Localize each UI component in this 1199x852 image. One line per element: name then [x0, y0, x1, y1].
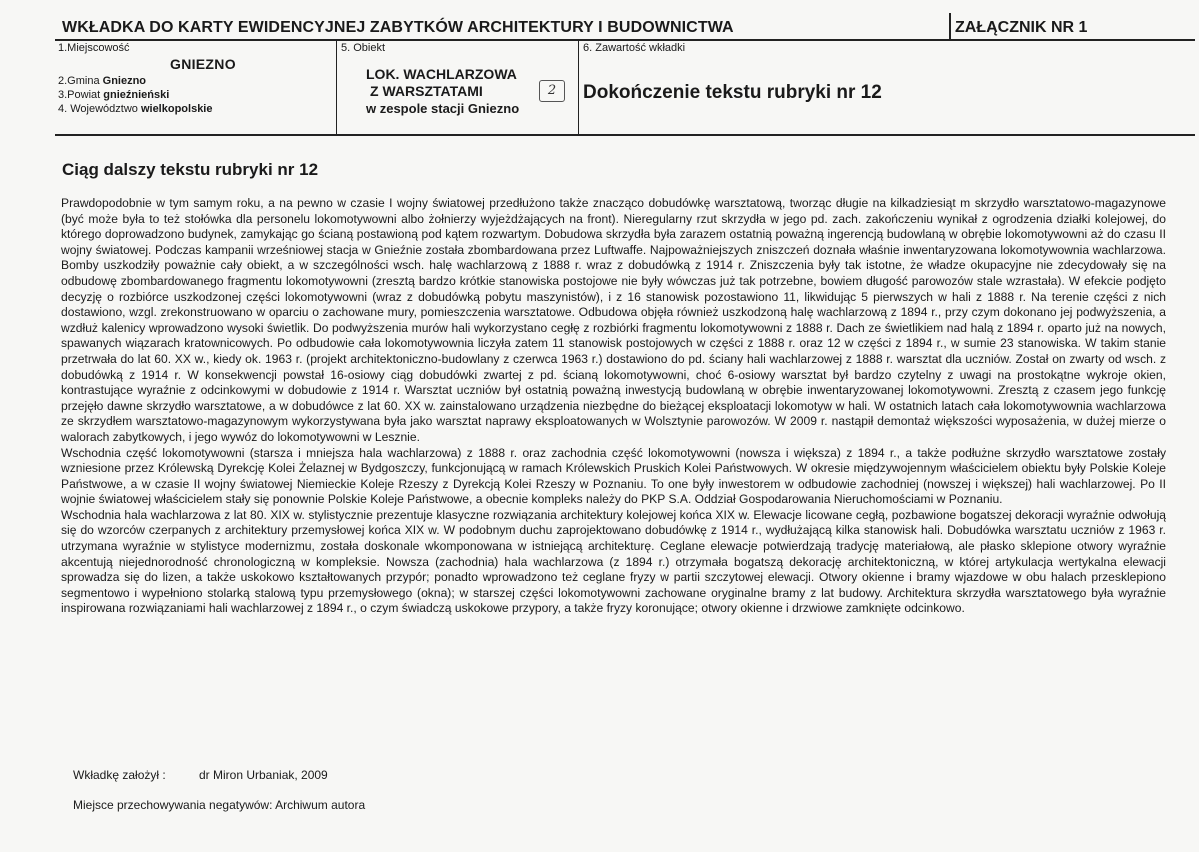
powiat-value: gnieźnieński — [103, 89, 170, 101]
object-name-line-2: Z WARSZTATAMI — [370, 83, 483, 99]
wojewodztwo-label: 4. Województwo — [58, 103, 141, 115]
body-text — [61, 196, 1166, 617]
author-value: dr Miron Urbaniak, 2009 — [199, 768, 328, 782]
paragraph: Prawdopodobnie w tym samym roku, a na pewno w czasie I wojny światowej przedłużono także znacząco dobudówkę warsztatową, tworząc długie na kilkadziesiąt m skrzydło warsztatowo-magazynowe (być może była to też stołówka dla personelu lokomotywowni albo żołnierzy wyjeżdżających na front). Nieregularny rzut skrzydła w jego pd. zach. zakończeniu wynikał z ogrodzenia działki kolejowej, do którego doprowadzono budynek, zamykając go ścianą postawioną pod kątem rozwartym. Dobudowa skrzydła była zarazem ostatnią poważną ingerencją budowlaną w obrębie lokomotywowni aż do czasu II wojny światowej. Podczas kampanii wrześniowej stacja w Gnieźnie została zbombardowana przez Luftwaffe. Najpoważniejszych zniszczeń doznała właśnie inwentaryzowana lokomotywownia wachlarzowa. Bomby uszkodziły poważnie cały obiekt, a w szczególności wsch. halę wachlarzową z 1888 r. wraz z dobudówką z 1914 r. Zniszczenia były tak istotne, że władze okupacyjne nie zdecydowały się na odbudowę zbombardowanego fragmentu lokomotywowni (zresztą bardzo krótkie stanowiska postojowe nie były wówczas już tak potrzebne, bowiem długość parowozów stale wzrastała). W efekcie podjęto decyzję o rozbiórce uszkodzonej części lokomotywowni (wraz z dobudówką pobytu maszynistów), i z 16 stanowisk pozostawiono 11, likwidując 5 pierwszych w hali z 1888 r. Na terenie części z nich dostawiono, wzgl. zrekonstruowano w oparciu o zachowane mury, pomieszczenia warsztatowe. Odbudowa objęła również uszkodzoną halę wachlarzową z 1894 r., przy czym dokonano jej podwyższenia, a wzdłuż kalenicy wprowadzono wysoki świetlik. Do podwyższenia murów hali wykorzystano cegłę z rozbiórki fragmentu lokomotywowni z 1888 r. Dach ze świetlikiem nad halą z 1894 r. oparto już na nowych, spawanych wiązarach kratownicowych. Po odbudowie cała lokomotywownia liczyła zatem 11 stanowisk postojowych w części z 1888 r. oraz 12 w części z 1894 r., w sumie 23 stanowiska. W takim stanie przetrwała do lat 60. XX w., kiedy ok. 1963 r. (projekt architektoniczno-budowlany z czerwca 1963 r.) dostawiono do pd. ściany hali wachlarzowej z 1888 r. warsztat dla uczniów. Został on zwarty od wsch. z dobudówką z 1914 r. W konsekwencji powstał 16-osiowy ciąg dobudówki zwartej z pd. ścianą lokomotywowni, choć 6-osiowy warsztat był bardzo czytelny z uwagi na prostokątne wykroje okien, kontrastujące wyraźnie z odcinkowymi w dobudowie z 1914 r. Warsztat uczniów był ostatnią poważną inwestycją budowlaną w obrębie inwentaryzowanej lokomotywowni. Zresztą z czasem jego funkcję przejęło dawne skrzydło warsztatowe, a w dobudówce z lat 60. XX w. zainstalowano urządzenia niezbędne do bieżącej eksploatacji lokomotyw w hali. W ostatnich latach cała lokomotywownia wachlarzowa ze skrzydłem warsztatowo-magazynowym wykorzystywana była jako warsztat naprawy eksploatowanych w Wolsztynie parowozów. W 2009 r. nastąpił demontaż większości wyposażenia, w dużej mierze o walorach zabytkowych, i jego wywóz do lokomotywowni w Lesznie. — [61, 196, 1166, 444]
content-label: 6. Zawartość wkładki — [583, 42, 686, 54]
content-title: Dokończenie tekstu rubryki nr 12 — [583, 82, 882, 103]
handwritten-number: 2 — [539, 80, 565, 102]
object-context: w zespole stacji Gniezno — [366, 101, 520, 116]
wojewodztwo-line — [58, 103, 212, 115]
powiat-line — [58, 89, 169, 101]
powiat-label: 3.Powiat — [58, 89, 104, 101]
header-divider — [949, 13, 951, 41]
negatives-location: Miejsce przechowywania negatywów: Archiwum autora — [73, 798, 366, 812]
gmina-label: 2.Gmina — [58, 75, 103, 87]
cell-divider-1 — [336, 40, 337, 135]
cells-bottom-rule — [55, 134, 1195, 136]
header-rule — [55, 39, 1195, 41]
object-label: 5. Obiekt — [341, 42, 386, 54]
section-title: Ciąg dalszy tekstu rubryki nr 12 — [62, 160, 319, 179]
annex-label: ZAŁĄCZNIK NR 1 — [955, 19, 1088, 36]
author-label: Wkładkę założył : — [73, 768, 166, 782]
form-title: WKŁADKA DO KARTY EWIDENCYJNEJ ZABYTKÓW ARCHITEKTURY I BUDOWNICTWA — [62, 19, 734, 36]
location-label: 1.Miejscowość — [58, 42, 130, 54]
object-name-line-1: LOK. WACHLARZOWA — [366, 66, 517, 82]
wojewodztwo-value: wielkopolskie — [140, 103, 213, 115]
gmina-value: Gniezno — [102, 75, 147, 87]
town-name: GNIEZNO — [170, 56, 236, 72]
paragraph: Wschodnia hala wachlarzowa z lat 80. XIX w. stylistycznie prezentuje klasyczne rozwiązania architektury kolejowej końca XIX w. Elewacje licowane cegłą, pozbawione bogatszej dekoracji wyraźnie odwołują się do wzorców czerpanych z architektury przemysłowej końca XIX w. W podobnym duchu zaprojektowano dobudówkę z 1914 r., wydłużającą kilka stanowisk hali. Dobudówka warsztatu uczniów z 1963 r. utrzymana wyraźnie w stylistyce modernizmu, została doskonale wkomponowana w istniejącą architekturę. Ceglane elewacje potwierdzają tradycję materiałową, ale płasko sklepione otwory wyraźnie akcentują niejednorodność chronologiczną w kompleksie. Nowsza (zachodnia) hala wachlarzowa (z 1894 r.) otrzymała bogatszą dekorację architektoniczną, w której artykulacja wertykalna elewacji sprowadza się do lizen, a także uskokowo kształtowanych przypór; ponadto wprowadzono też ceglane fryzy w partii szczytowej elewacji. Otwory okienne i bramy wjazdowe w obu halach przesklepiono segmentowo i wypełniono stolarką stalową typu przemysłowego (okna); w starszej części lokomotywowni zachowane oryginalne bramy z lat budowy. Architektura skrzydła warsztatowego była wyraźnie inspirowana rozwiązaniami hali wachlarzowej z 1894 r., o czym świadczą uskokowe przypory, a także fryzy koronujące; otwory okienne i drzwiowe zamknięte odcinkowo. — [61, 507, 1166, 616]
cell-divider-2 — [578, 40, 579, 135]
gmina-line — [58, 75, 146, 87]
paragraph: Wschodnia część lokomotywowni (starsza i mniejsza hala wachlarzowa) z 1888 r. oraz zachodnia część lokomotywowni (nowsza i większa) z 1894 r., a także podłużne skrzydło warsztatowe zostały wzniesione przez Królewską Dyrekcję Kolei Żelaznej w Bydgoszczy, funkcjonującą w ramach Królewskich Pruskich Kolei Państwowych. W okresie międzywojennym właścicielem obiektu były Polskie Koleje Państwowe, a w czasie II wojny światowej Niemieckie Koleje Rzeszy z Dyrekcją Kolei Rzeszy w Poznaniu. To one były inwestorem w odbudowie zachodniej (nowszej i większej) hali wachlarzowej. Po II wojnie światowej właścicielem stały się ponownie Polskie Koleje Państwowe, a obecnie kompleks należy do PKP S.A. Oddział Gospodarowania Nieruchomościami w Poznaniu. — [61, 445, 1166, 507]
